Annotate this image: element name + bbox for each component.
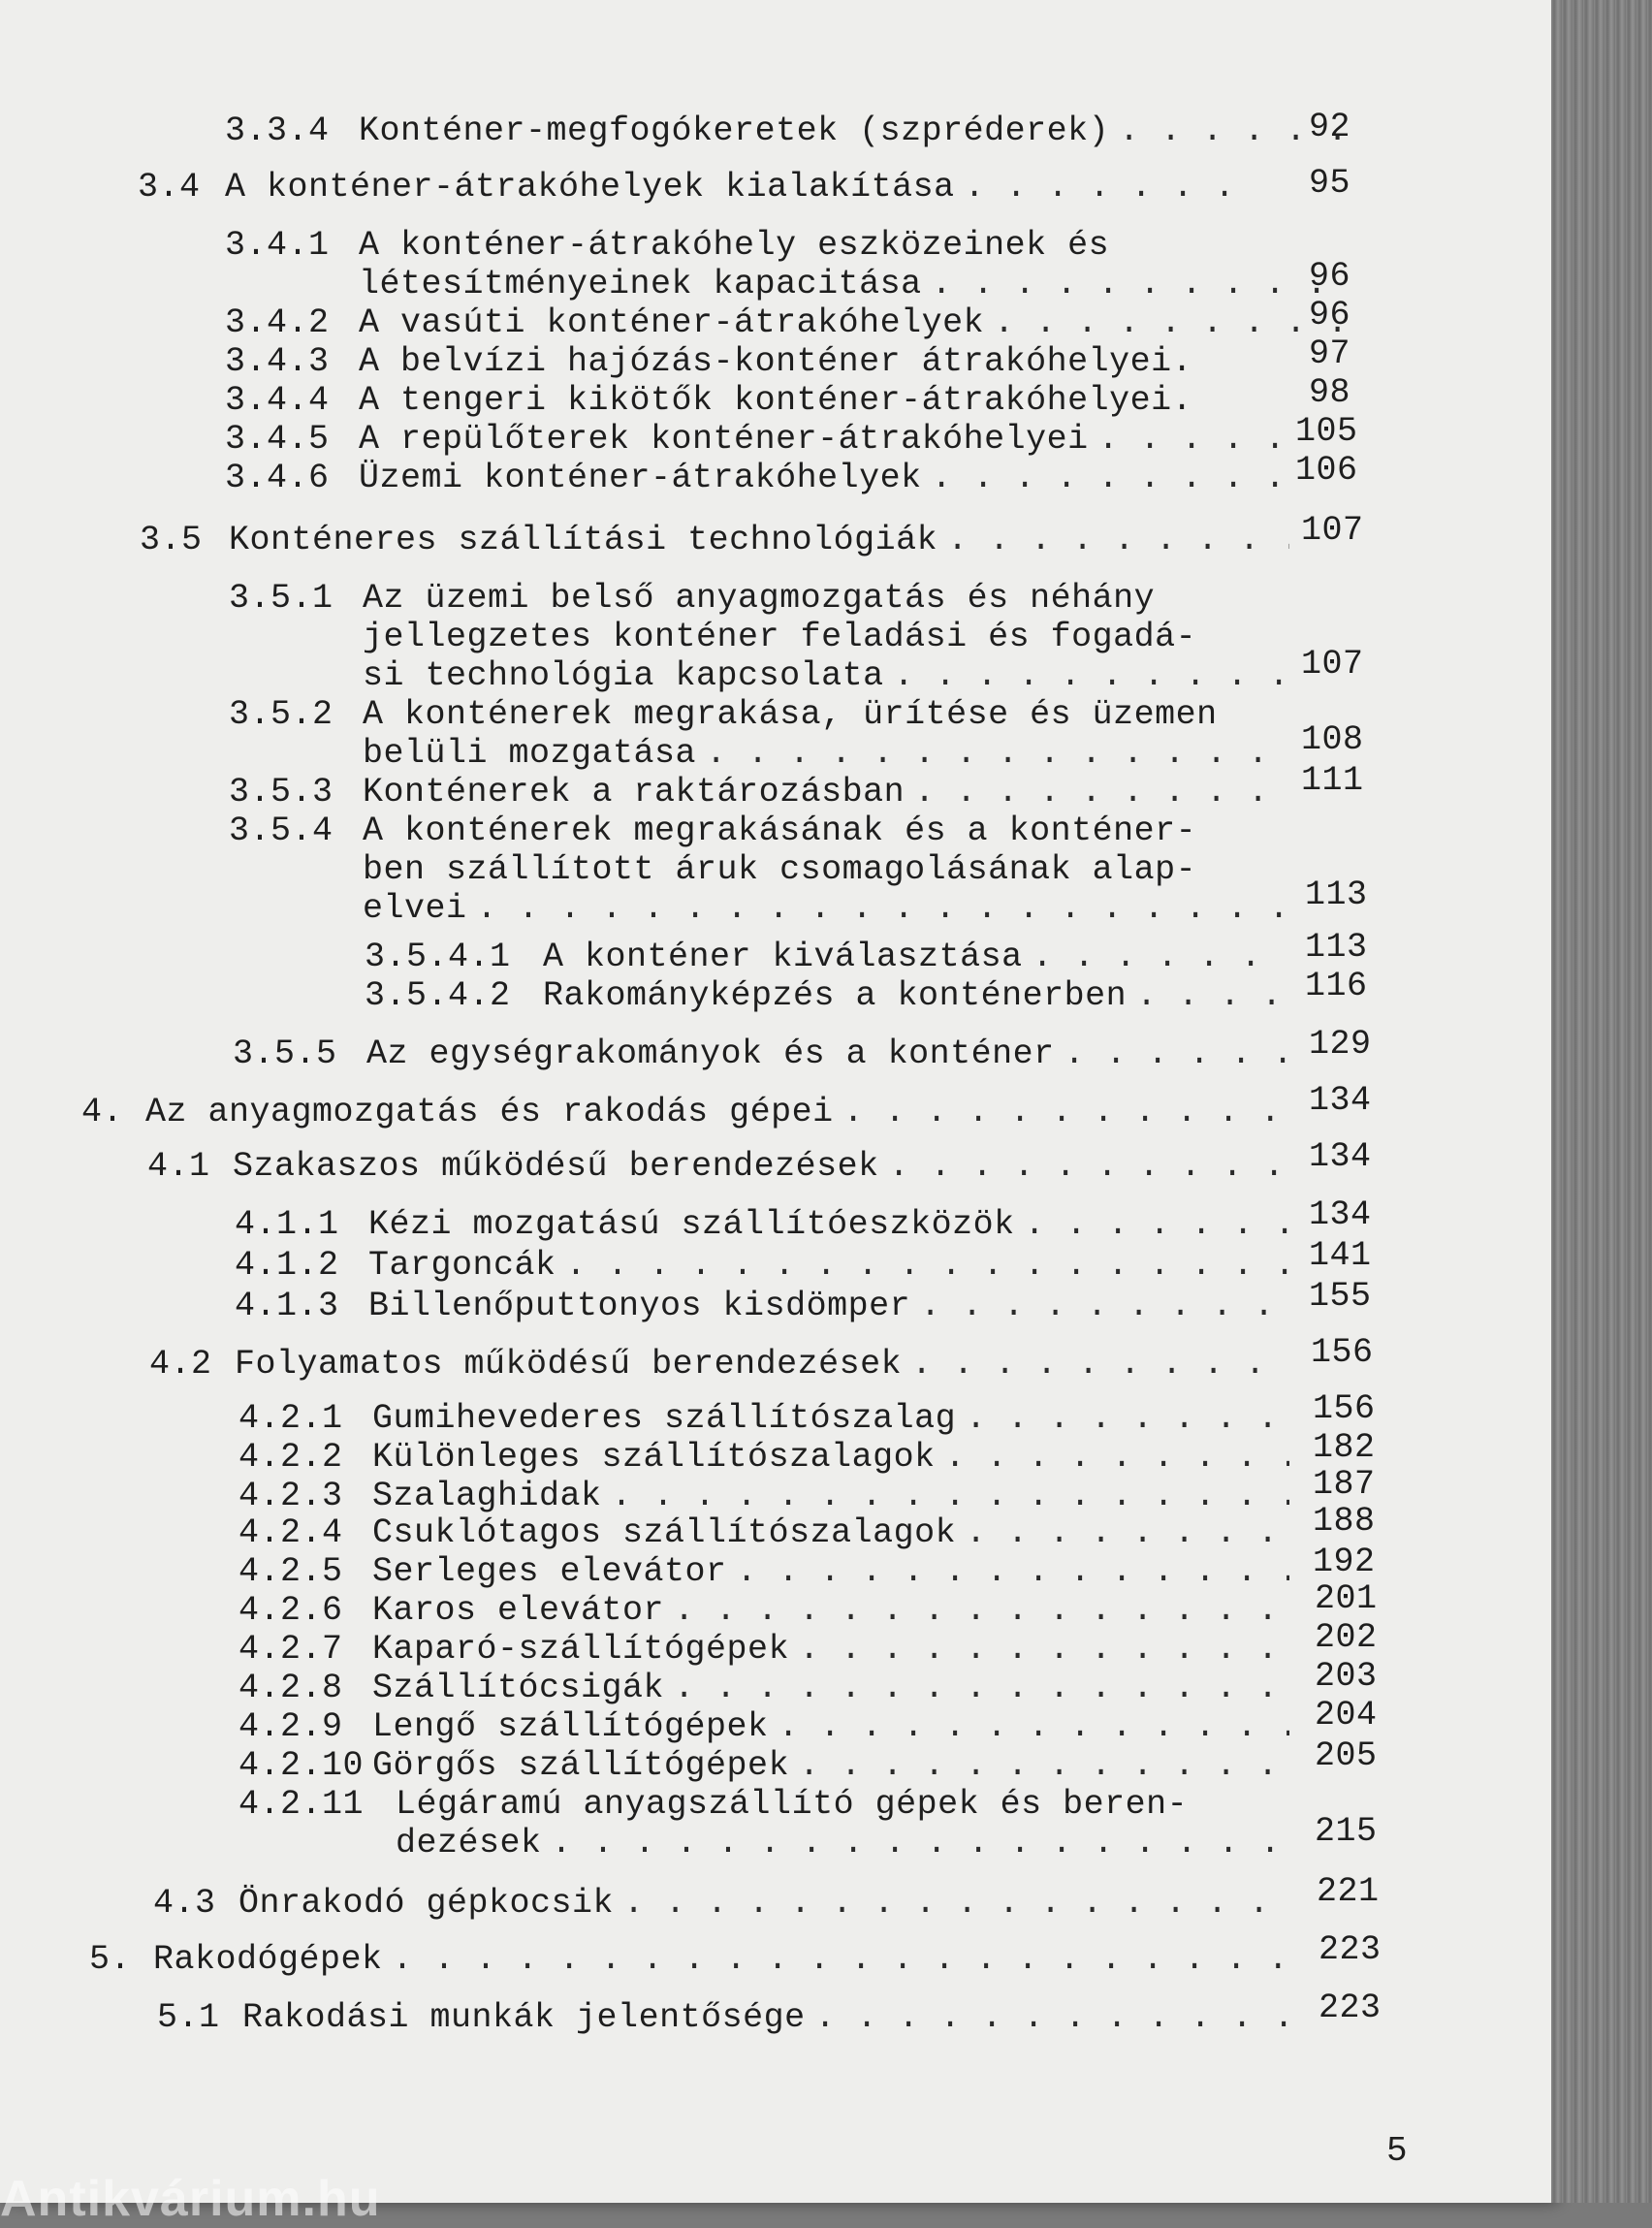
dot-leader (1098, 419, 1282, 460)
dot-leader (737, 1551, 1289, 1592)
page-number: 111 (1301, 761, 1364, 800)
entry-title-continuation: létesítményeinek kapacitása (359, 265, 922, 303)
dot-leader (889, 1146, 1289, 1187)
page-number: 106 (1295, 451, 1358, 490)
dot-leader (894, 655, 1287, 696)
toc-entry (89, 1939, 1299, 1980)
folio-page-number: 5 (1386, 2131, 1408, 2171)
page-number: 205 (1315, 1736, 1378, 1775)
page-number: 221 (1317, 1872, 1380, 1911)
toc-entry (225, 225, 1350, 266)
toc-entry (225, 302, 1350, 343)
entry-number: 3.5 (140, 521, 203, 559)
entry-title: Gumihevederes szállítószalag (372, 1399, 957, 1438)
entry-title: A belvízi hajózás-konténer átrakóhelyei. (359, 342, 1193, 381)
entry-number: 3.4.2 (225, 303, 330, 342)
dot-leader (945, 1437, 1289, 1478)
dot-leader (1032, 937, 1287, 977)
page-number: 95 (1309, 164, 1351, 203)
toc-entry (365, 937, 1297, 977)
entry-title-continuation: dezések (396, 1824, 542, 1862)
dot-leader (932, 458, 1282, 498)
entry-title: Szállítócsigák (372, 1669, 665, 1707)
entry-title: Serleges elevátor (372, 1552, 727, 1591)
toc-entry (229, 694, 1353, 735)
page-number: 113 (1305, 928, 1368, 967)
entry-title-continuation: jellegzetes konténer feladási és fogadá- (363, 618, 1197, 656)
toc-entry-continuation (396, 1823, 1299, 1863)
toc-entry (229, 772, 1297, 812)
dot-leader (674, 1590, 1289, 1631)
toc-entry (229, 811, 1353, 851)
toc-entry (238, 1745, 1299, 1786)
dot-leader (1136, 975, 1287, 1016)
dot-leader (966, 1398, 1289, 1439)
entry-number: 3.4.3 (225, 342, 330, 381)
page-number: 108 (1301, 720, 1364, 759)
entry-title-continuation: elvei (363, 889, 467, 928)
entry-number: 3.5.4.2 (365, 976, 511, 1015)
page-number: 105 (1295, 412, 1358, 451)
toc-entry (238, 1398, 1299, 1439)
entry-number: 4.2.6 (238, 1591, 343, 1630)
toc-entry (81, 1092, 1299, 1132)
entry-title: Billenőputtonyos kisdömper (368, 1287, 911, 1325)
entry-title: Görgős szállítógépek (372, 1746, 790, 1785)
entry-title: Targoncák (368, 1246, 556, 1285)
toc-entry (157, 1997, 1299, 2038)
entry-title: A konténer-átrakóhely eszközeinek és (359, 226, 1110, 265)
entry-number: 4. (81, 1093, 124, 1131)
entry-number: 4.2.8 (238, 1669, 343, 1707)
entry-title: Kézi mozgatású szállítóeszközök (368, 1205, 1015, 1244)
page-number: 107 (1301, 511, 1364, 550)
toc-entry (238, 1590, 1299, 1631)
dot-leader (932, 264, 1340, 304)
dot-leader (1025, 1204, 1289, 1245)
entry-title: A tengeri kikötők konténer-átrakóhelyei. (359, 381, 1193, 420)
dot-leader (799, 1745, 1289, 1786)
page-number: 182 (1313, 1428, 1376, 1467)
dot-leader (1119, 111, 1340, 151)
page-number: 192 (1313, 1543, 1376, 1581)
dot-leader (393, 1939, 1289, 1980)
page-number: 156 (1313, 1389, 1376, 1428)
entry-number: 4.2.1 (238, 1399, 343, 1438)
entry-title: A konténer kiválasztása (543, 938, 1023, 976)
page-number: 201 (1315, 1579, 1378, 1618)
entry-number: 3.3.4 (225, 111, 330, 150)
entry-number: 3.4.1 (225, 226, 330, 265)
entry-title: Konténeres szállítási technológiák (229, 521, 938, 559)
entry-number: 3.4.6 (225, 459, 330, 497)
entry-title: Konténerek a raktározásban (363, 773, 905, 812)
entry-number: 4.3 (153, 1884, 216, 1923)
page-number: 156 (1311, 1333, 1374, 1372)
page-number: 98 (1309, 373, 1351, 412)
entry-number: 4.1.1 (235, 1205, 339, 1244)
dot-leader (843, 1092, 1289, 1132)
toc-entry (238, 1784, 1324, 1825)
entry-number: 3.4 (138, 168, 201, 207)
page-number: 223 (1318, 1989, 1382, 2027)
page-number: 92 (1309, 108, 1351, 146)
entry-title: A vasúti konténer-átrakóhelyek (359, 303, 985, 342)
entry-number: 4.2.3 (238, 1477, 343, 1515)
entry-title: Az üzemi belső anyagmozgatás és néhány (363, 579, 1156, 618)
dot-leader (623, 1883, 1289, 1924)
entry-number: 4.1.3 (235, 1287, 339, 1325)
toc-entry-continuation (363, 888, 1297, 929)
entry-number: 4.2.2 (238, 1438, 343, 1477)
entry-title: Rakodógépek (153, 1940, 383, 1979)
dot-leader (815, 1997, 1289, 2038)
entry-number: 4.1.2 (235, 1246, 339, 1285)
entry-number: 4.2.9 (238, 1707, 343, 1746)
page-number: 215 (1315, 1812, 1378, 1851)
entry-title: Szakaszos működésű berendezések (233, 1147, 879, 1186)
toc-entry (140, 520, 1299, 560)
entry-title: Lengő szállítógépek (372, 1707, 769, 1746)
toc-entry (235, 1286, 1299, 1326)
toc-entry (225, 111, 1350, 151)
dot-leader (920, 1286, 1289, 1326)
page-number: 141 (1309, 1236, 1372, 1275)
entry-title-continuation: belüli mozgatása (363, 734, 697, 773)
dot-leader (799, 1629, 1289, 1670)
toc-entry (235, 1245, 1299, 1286)
entry-title: Csuklótagos szállítószalagok (372, 1513, 957, 1552)
toc-entry (238, 1629, 1299, 1670)
toc-entry (138, 167, 1262, 207)
entry-number: 4.2.7 (238, 1630, 343, 1669)
entry-title: A repülőterek konténer-átrakóhelyei (359, 420, 1089, 459)
toc-entry (225, 380, 1350, 421)
dot-leader (1064, 1034, 1287, 1074)
entry-number: 3.5.2 (229, 695, 334, 734)
toc-entry (235, 1204, 1299, 1245)
entry-title: Rakodási munkák jelentősége (242, 1998, 806, 2037)
page-number: 203 (1315, 1657, 1378, 1696)
entry-title: Szalaghidak (372, 1477, 602, 1515)
toc-entry (238, 1437, 1299, 1478)
page-number: 113 (1305, 875, 1368, 914)
page-number: 96 (1309, 257, 1351, 296)
toc-entry (365, 975, 1297, 1016)
dot-leader (566, 1245, 1289, 1286)
toc-entry (225, 458, 1291, 498)
dot-leader (994, 302, 1340, 343)
toc-entry (238, 1551, 1299, 1592)
entry-title: Különleges szállítószalagok (372, 1438, 936, 1477)
entry-title: A konténer-átrakóhelyek kialakítása (225, 168, 955, 207)
entry-number: 3.5.3 (229, 773, 334, 812)
entry-title: A konténerek megrakásának és a konténer- (363, 812, 1197, 850)
entry-title: Konténer-megfogókeretek (szpréderek) (359, 111, 1110, 150)
entry-title: Rakományképzés a konténerben (543, 976, 1128, 1015)
page-number: 204 (1315, 1696, 1378, 1735)
dot-leader (552, 1823, 1289, 1863)
page-number: 187 (1313, 1465, 1376, 1504)
dot-leader (778, 1706, 1289, 1747)
entry-title-continuation: ben szállított áruk csomagolásának alap- (363, 850, 1197, 889)
page-number: 134 (1309, 1081, 1372, 1120)
entry-number: 4.2.11 (238, 1785, 365, 1824)
entry-number: 5.1 (157, 1998, 220, 2037)
entry-title: Folyamatos működésű berendezések (235, 1345, 903, 1384)
toc-entry-continuation (363, 655, 1297, 696)
toc-entry-continuation (363, 733, 1297, 774)
toc-entry (233, 1034, 1297, 1074)
entry-number: 4.2 (149, 1345, 212, 1384)
toc-entry (225, 341, 1350, 382)
toc-entry (238, 1512, 1299, 1553)
entry-number: 3.5.1 (229, 579, 334, 618)
entry-title: A konténerek megrakása, ürítése és üzemen (363, 695, 1218, 734)
toc-entry (238, 1476, 1299, 1516)
watermark: Antikvárium.hu (0, 2171, 381, 2227)
entry-number: 4.2.10 (238, 1746, 365, 1785)
dot-leader (914, 772, 1287, 812)
entry-title: Önrakodó gépkocsik (238, 1884, 615, 1923)
page-number: 155 (1309, 1277, 1372, 1316)
dot-leader (911, 1344, 1289, 1385)
toc-entry-continuation (359, 264, 1350, 304)
entry-number: 4.2.4 (238, 1513, 343, 1552)
page-number: 202 (1315, 1618, 1378, 1657)
page-number: 96 (1309, 296, 1351, 334)
page-number: 107 (1301, 645, 1364, 684)
entry-title: Kaparó-szállítógépek (372, 1630, 790, 1669)
entry-title: Az egységrakományok és a konténer (366, 1034, 1055, 1073)
entry-title: Az anyagmozgatás és rakodás gépei (145, 1093, 834, 1131)
entry-title: Légáramú anyagszállító gépek és beren- (396, 1785, 1189, 1824)
page-number: 97 (1309, 334, 1351, 373)
toc-entry (225, 419, 1291, 460)
entry-number: 3.5.4.1 (365, 938, 511, 976)
toc-entry (238, 1668, 1299, 1708)
entry-number: 3.5.5 (233, 1034, 337, 1073)
entry-title: Üzemi konténer-átrakóhelyek (359, 459, 922, 497)
dot-leader (966, 1512, 1289, 1553)
dot-leader (612, 1476, 1289, 1516)
page-number: 129 (1309, 1025, 1372, 1064)
toc-entry (238, 1706, 1299, 1747)
entry-number: 3.5.4 (229, 812, 334, 850)
page-number: 223 (1318, 1930, 1382, 1969)
dot-leader (674, 1668, 1289, 1708)
toc-entry (147, 1146, 1299, 1187)
entry-number: 4.2.5 (238, 1552, 343, 1591)
page-number: 134 (1309, 1137, 1372, 1176)
dot-leader (706, 733, 1287, 774)
dot-leader (947, 520, 1289, 560)
entry-number: 3.4.4 (225, 381, 330, 420)
page-number: 116 (1305, 967, 1368, 1005)
toc-entry (153, 1883, 1299, 1924)
dot-leader (965, 167, 1253, 207)
page-number: 188 (1313, 1502, 1376, 1541)
toc-entry (149, 1344, 1299, 1385)
entry-number: 3.4.5 (225, 420, 330, 459)
entry-number: 5. (89, 1940, 132, 1979)
entry-title-continuation: si technológia kapcsolata (363, 656, 884, 695)
entry-number: 4.1 (147, 1147, 210, 1186)
page-number: 134 (1309, 1195, 1372, 1234)
entry-title: Karos elevátor (372, 1591, 665, 1630)
toc-entry (229, 578, 1353, 619)
facing-page-edge (1551, 0, 1652, 2203)
dot-leader (477, 888, 1287, 929)
